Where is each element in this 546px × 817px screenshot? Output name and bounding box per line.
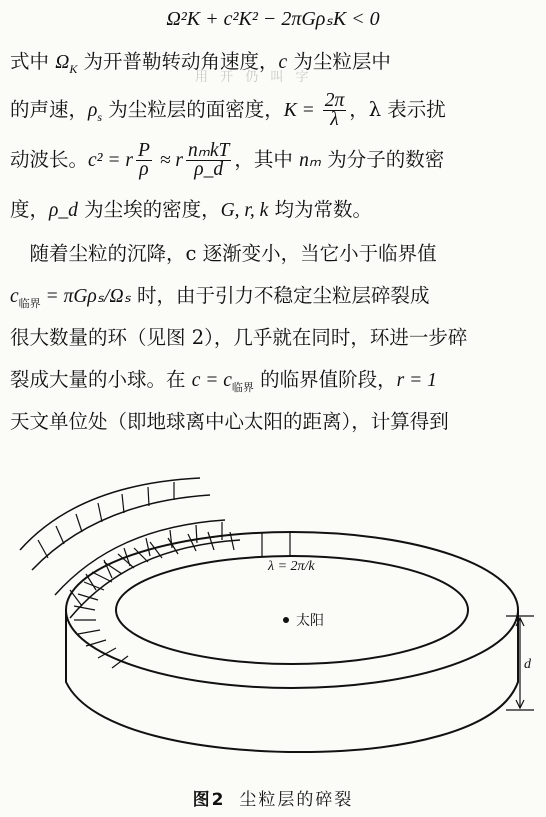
text-span: 裂成大量的小球。在 bbox=[10, 368, 192, 391]
formula-c-eq: c = c bbox=[191, 370, 232, 391]
text-span: 的临界值阶段， bbox=[253, 368, 397, 391]
text-span: 度， bbox=[10, 198, 50, 221]
text-span: 均为常数。 bbox=[268, 198, 372, 221]
fraction-nmkt-rhod bbox=[186, 142, 231, 179]
figure-caption bbox=[0, 785, 546, 810]
subscript-critical: 临界 bbox=[231, 380, 254, 394]
var-c: c bbox=[10, 286, 19, 307]
text-span: 为尘粒层中 bbox=[287, 50, 391, 73]
fraction-denominator: ρ_d bbox=[194, 159, 224, 180]
text-span: 为尘粒层的面密度， bbox=[102, 98, 284, 121]
omega-symbol: Ω bbox=[55, 52, 70, 73]
text-line-3 bbox=[10, 138, 540, 183]
top-formula: Ω²K + c²K² − 2πGρₛK < 0 bbox=[166, 8, 380, 30]
text-line-5: 随着尘粒的沉降，c 逐渐变小，当它小于临界值 bbox=[10, 242, 437, 265]
wavelength-marker bbox=[262, 532, 290, 556]
sun-label: 太阳 bbox=[296, 613, 324, 629]
text-span: 动波长。 bbox=[10, 148, 89, 171]
text-span: ，λ 表示扰 bbox=[349, 98, 446, 121]
text-span: 式中 bbox=[10, 50, 56, 73]
outer-arc-band-4 bbox=[70, 540, 240, 618]
sun-dot bbox=[283, 617, 289, 623]
text-line-2 bbox=[10, 88, 540, 139]
text-span: 为分子的数密 bbox=[321, 148, 445, 171]
formula-c2: c² = r bbox=[88, 150, 134, 171]
fraction-numerator: P bbox=[138, 140, 150, 161]
text-line-4 bbox=[10, 188, 540, 233]
text-line-7: 很大数量的环（见图 2），几乎就在同时，环进一步碎 bbox=[10, 326, 468, 349]
formula-critical: = πGρₛ/Ωₛ bbox=[40, 286, 131, 307]
fraction-numerator: 2π bbox=[324, 90, 345, 111]
approx-symbol: ≈ r bbox=[154, 150, 183, 171]
text-span: 时，由于引力不稳定尘粒层碎裂成 bbox=[130, 284, 430, 307]
text-span: ，其中 bbox=[234, 148, 300, 171]
text-span: 为尘埃的密度， bbox=[77, 198, 221, 221]
bleed-through-text: 用 开 仍 叫 字 bbox=[195, 70, 313, 85]
outer-arc-hatching bbox=[38, 482, 222, 606]
var-rhod: ρ_d bbox=[49, 200, 78, 221]
text-line-1 bbox=[10, 40, 540, 91]
ring-front-wall bbox=[66, 610, 518, 752]
var-c: c bbox=[278, 52, 288, 73]
fraction-p-rho bbox=[136, 142, 152, 179]
text-span: 为开普勒转动角速度， bbox=[77, 50, 279, 73]
ring-hatching bbox=[74, 532, 234, 668]
fraction-2pi-lambda bbox=[323, 92, 347, 129]
outer-arc-band-1 bbox=[20, 478, 200, 550]
var-K: K = bbox=[283, 100, 320, 121]
fraction-denominator: λ bbox=[330, 109, 339, 130]
fraction-denominator: ρ bbox=[139, 159, 149, 180]
dust-layer-ring-figure bbox=[0, 470, 546, 770]
subscript-critical: 临界 bbox=[18, 296, 41, 310]
var-nm: nₘ bbox=[299, 150, 321, 171]
rho-symbol: ρ bbox=[88, 100, 98, 121]
subscript: s bbox=[97, 109, 103, 124]
vars-grk: G, r, k bbox=[220, 200, 269, 221]
formula-r-eq-1: r = 1 bbox=[396, 370, 437, 391]
text-span: 的声速， bbox=[10, 98, 89, 121]
fraction-numerator: nₘkT bbox=[187, 140, 230, 161]
wavelength-label: λ = 2π/k bbox=[268, 559, 315, 574]
subscript: K bbox=[69, 61, 78, 76]
figure-title: 尘粒层的碎裂 bbox=[239, 790, 354, 810]
figure-number: 图2 bbox=[192, 790, 226, 810]
thickness-label: d bbox=[524, 657, 531, 672]
text-line-9: 天文单位处（即地球离中心太阳的距离），计算得到 bbox=[10, 410, 449, 433]
